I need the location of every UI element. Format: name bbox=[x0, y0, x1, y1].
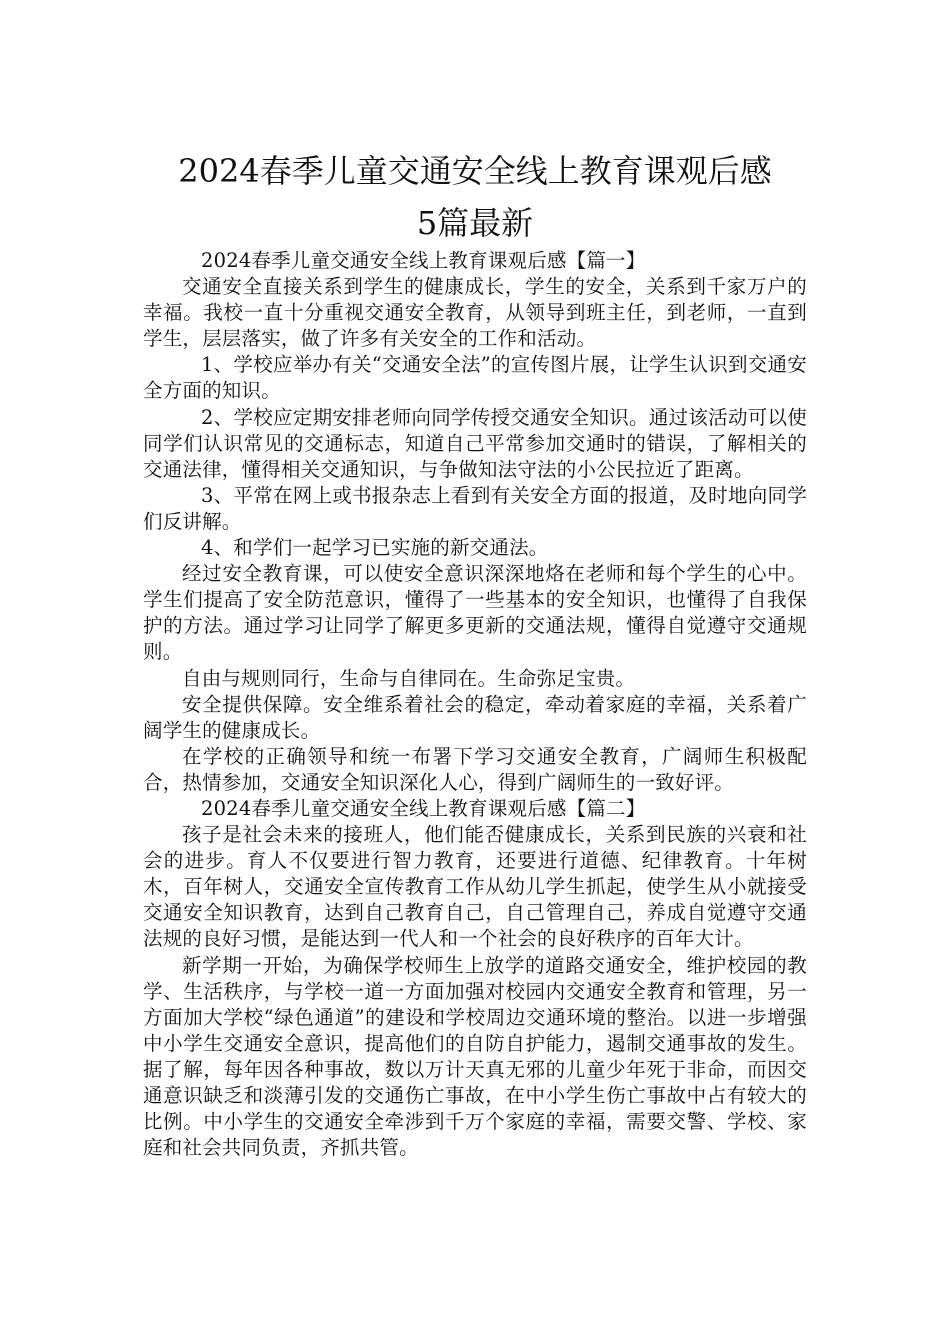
list-item: 3、平常在网上或书报杂志上看到有关安全方面的报道，及时地向同学们反讲解。 bbox=[143, 483, 807, 533]
body-paragraph: 经过安全教育课，可以使安全意识深深地烙在老师和每个学生的心中。学生们提高了安全防范意识，懂得了一些基本的安全知识，也懂得了自我保护的方法。通过学习让同学了解更多更新的交通法规，懂得自觉遵守交通规则。 bbox=[143, 562, 807, 664]
list-item: 1、学校应举办有关“交通安全法”的宣传图片展，让学生认识到交通安全方面的知识。 bbox=[143, 353, 807, 403]
body-paragraph: 交通安全直接关系到学生的健康成长，学生的安全，关系到千家万户的幸福。我校一直十分重视交通安全教育，从领导到班主任，到老师，一直到学生，层层落实，做了许多有关安全的工作和活动。 bbox=[143, 275, 807, 351]
body-paragraph: 孩子是社会未来的接班人，他们能否健康成长，关系到民族的兴衰和社会的进步。育人不仅要进行智力教育，还要进行道德、纪律教育。十年树木，百年树人，交通安全宣传教育工作从幼儿学生抓起，使学生从小就接受交通安全知识教育，达到自己教育自己，自己管理自己，养成自觉遵守交通法规的良好习惯，是能达到一代人和一个社会的良好秩序的百年大计。 bbox=[143, 823, 807, 951]
list-item: 4、和学们一起学习已实施的新交通法。 bbox=[201, 536, 549, 560]
section-heading-2: 2024春季儿童交通安全线上教育课观后感【篇二】 bbox=[201, 796, 646, 820]
body-paragraph: 自由与规则同行，生命与自律同在。生命弥足宝贵。 bbox=[182, 666, 636, 690]
document-body bbox=[143, 248, 807, 1161]
body-paragraph: 新学期一开始，为确保学校师生上放学的道路交通安全，维护校园的教学、生活秩序，与学校一道一方面加强对校园内交通安全教育和管理，另一方面加大学校“绿色通道”的建设和学校周边交通环境的整治。以进一步增强中小学生交通安全意识，提高他们的自防自护能力，遏制交通事故的发生。据了解，每年因各种事故，数以万计天真无邪的儿童少年死于非命，而因交通意识缺乏和淡薄引发的交通伤亡事故，在中小学生伤亡事故中占有较大的比例。中小学生的交通安全牵涉到千万个家庭的幸福，需要交警、学校、家庭和社会共同负责，齐抓共管。 bbox=[143, 953, 807, 1160]
document-title bbox=[120, 145, 830, 249]
document-title-line-1: 2024春季儿童交通安全线上教育课观后感 bbox=[178, 152, 772, 191]
document-title-line-2: 5篇最新 bbox=[416, 204, 534, 243]
section-heading-1: 2024春季儿童交通安全线上教育课观后感【篇一】 bbox=[201, 249, 646, 272]
body-paragraph: 在学校的正确领导和统一布署下学习交通安全教育，广阔师生积极配合，热情参加，交通安全知识深化人心，得到广阔师生的一致好评。 bbox=[143, 744, 807, 794]
list-item: 2、学校应定期安排老师向同学传授交通安全知识。通过该活动可以使同学们认识常见的交通标志，知道自己平常参加交通时的错误，了解相关的交通法律，懂得相关交通知识，与争做知法守法的小公民拉近了距离。 bbox=[143, 405, 807, 481]
body-paragraph: 安全提供保障。安全维系着社会的稳定，牵动着家庭的幸福，关系着广阔学生的健康成长。 bbox=[143, 692, 807, 742]
